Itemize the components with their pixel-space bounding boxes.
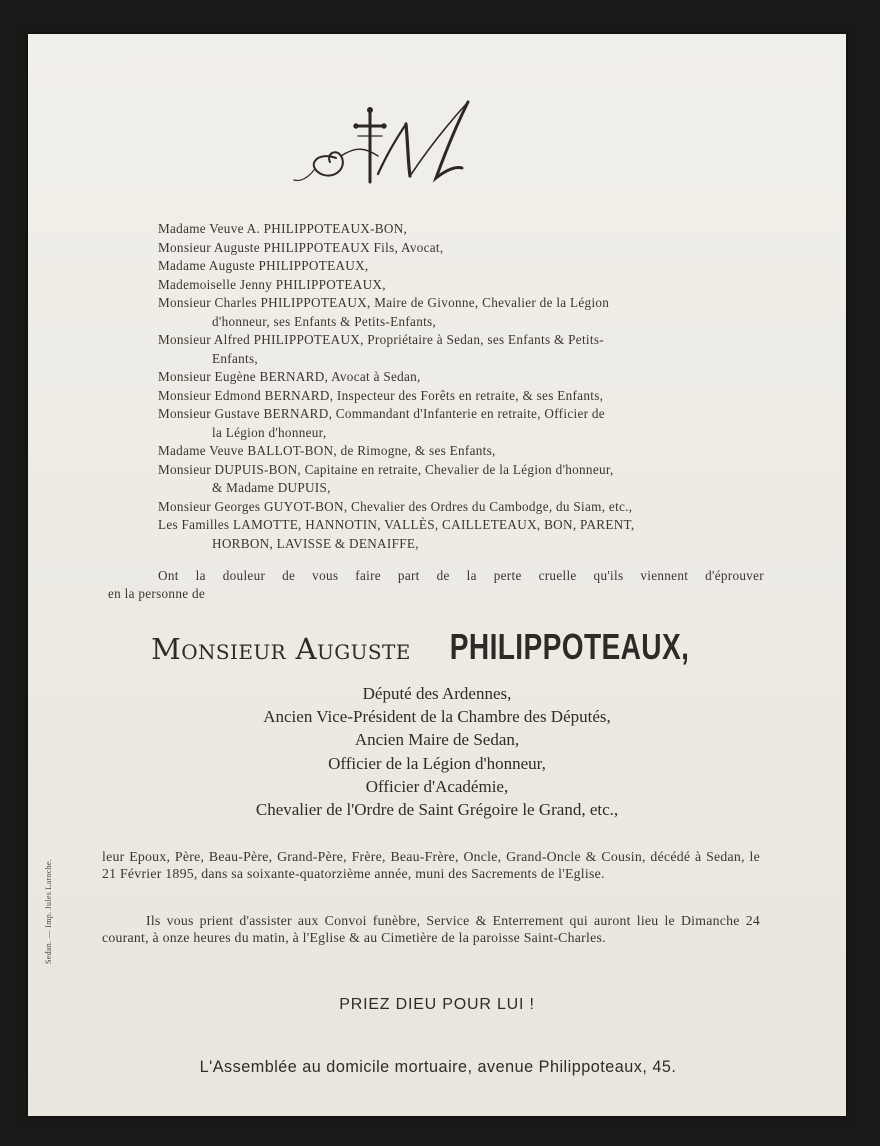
deceased-title-line: Chevalier de l'Ordre de Saint Grégoire le Grand, etc., xyxy=(255,800,619,820)
mourner-line: Monsieur Eugène BERNARD, Avocat à Sedan, xyxy=(158,369,421,384)
intro-line-2: en la personne de xyxy=(108,586,206,601)
printer-imprint: Sedan. — Imp. Jules Laroche. xyxy=(44,858,53,964)
announcement-intro xyxy=(108,567,764,603)
assembly-line: L'Assemblée au domicile mortuaire, avenue Philippoteaux, 45. xyxy=(199,1058,677,1076)
mourner-line: d'honneur, ses Enfants & Petits-Enfants, xyxy=(212,313,437,329)
prayer-line: PRIEZ DIEU POUR LUI ! xyxy=(339,996,535,1013)
deceased-title-line: Député des Ardennes, xyxy=(362,684,512,703)
mourner-line: Monsieur Edmond BERNARD, Inspecteur des Forêts en retraite, & ses Enfants, xyxy=(158,387,604,403)
deceased-title-line: Officier de la Légion d'honneur, xyxy=(328,753,546,773)
cross-monogram-icon xyxy=(286,96,476,196)
mourner-line: HORBON, LAVISSE & DENAIFFE, xyxy=(212,535,419,551)
mourner-line: Monsieur Auguste PHILIPPOTEAUX Fils, Avocat, xyxy=(158,239,444,255)
mourners-list xyxy=(158,220,764,553)
mourner-line: Madame Veuve A. PHILIPPOTEAUX-BON, xyxy=(158,221,408,236)
ceremony-paragraph: Ils vous prient d'assister aux Convoi funèbre, Service & Enterrement qui auront lieu le Dimanche 24 courant, à onze heures du matin, à l'Eglise & au Cimetière de la paroisse Saint-Charles. xyxy=(102,913,760,946)
mourner-line: Madame Auguste PHILIPPOTEAUX, xyxy=(158,258,369,273)
relation-paragraph: leur Epoux, Père, Beau-Père, Grand-Père, Frère, Beau-Frère, Oncle, Grand-Oncle & Cousin, décédé à Sedan, le 21 Février 1895, dans sa soixante-quatorzième année, muni des Sacrements de l'Eglise. xyxy=(102,849,760,882)
deceased-name xyxy=(28,626,846,668)
mourner-line: Enfants, xyxy=(212,350,258,366)
mourner-line: Monsieur Charles PHILIPPOTEAUX, Maire de Givonne, Chevalier de la Légion xyxy=(158,295,610,310)
deceased-title: Monsieur Auguste xyxy=(151,632,411,666)
deceased-titles xyxy=(28,682,846,821)
mourner-line: la Légion d'honneur, xyxy=(212,424,327,440)
deceased-title-line: Ancien Maire de Sedan, xyxy=(354,730,520,750)
mourner-line: Madame Veuve BALLOT-BON, de Rimogne, & ses Enfants, xyxy=(158,443,496,458)
deceased-title-line: Officier d'Académie, xyxy=(365,776,509,796)
mourner-line: Monsieur Gustave BERNARD, Commandant d'Infanterie en retraite, Officier de xyxy=(158,406,605,421)
deceased-title-line: Ancien Vice-Président de la Chambre des Députés, xyxy=(263,707,611,727)
mourner-line: Les Familles LAMOTTE, HANNOTIN, VALLÈS, CAILLETEAUX, BON, PARENT, xyxy=(158,517,635,532)
mourner-line: Monsieur Georges GUYOT-BON, Chevalier des Ordres du Cambodge, du Siam, etc., xyxy=(158,498,633,514)
mourner-line: Monsieur DUPUIS-BON, Capitaine en retraite, Chevalier de la Légion d'honneur, xyxy=(158,461,614,477)
mourner-line: Mademoiselle Jenny PHILIPPOTEAUX, xyxy=(158,276,386,292)
intro-line-1: Ont la douleur de vous faire part de la perte cruelle qu'ils viennent d'éprouver xyxy=(158,568,764,583)
mourner-line: & Madame DUPUIS, xyxy=(212,480,331,495)
deceased-surname: PHILIPPOTEAUX, xyxy=(449,626,690,667)
mourner-line: Monsieur Alfred PHILIPPOTEAUX, Propriétaire à Sedan, ses Enfants & Petits- xyxy=(158,332,604,347)
funeral-notice-card xyxy=(28,34,846,1116)
